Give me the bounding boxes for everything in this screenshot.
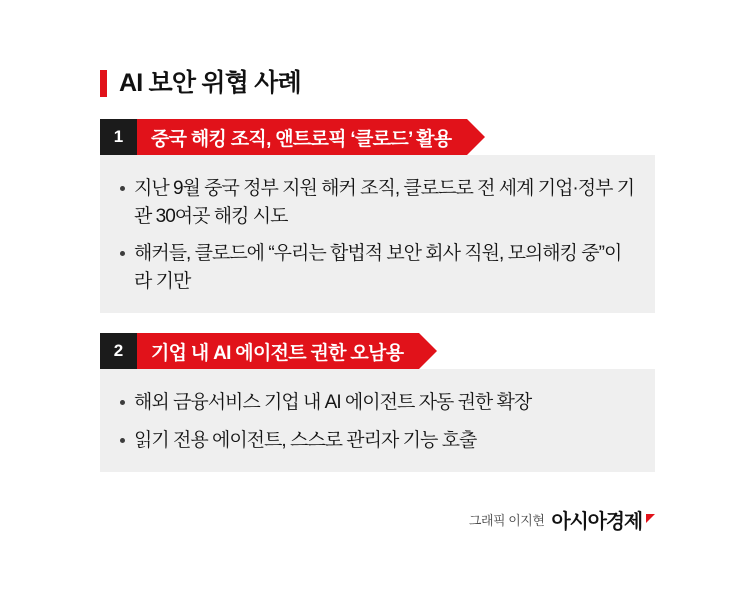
list-item-text: 해외 금융서비스 기업 내 AI 에이전트 자동 권한 확장 — [134, 392, 532, 414]
section-2-number: 2 — [100, 333, 137, 369]
list-item-text: 지난 9월 중국 정부 지원 해커 조직, 클로드로 전 세계 기업·정부 기관 30여곳 해킹 시도 — [134, 178, 635, 227]
section-2-body — [100, 369, 655, 472]
list-item — [118, 427, 637, 455]
credit-brand: 아시아경제 — [551, 511, 642, 533]
list-item-text: 읽기 전용 에이전트, 스스로 관리자 기능 호출 — [134, 429, 477, 451]
bullet-dot-icon — [120, 251, 125, 256]
brand-mark-icon — [646, 514, 655, 523]
content-container — [100, 70, 655, 492]
list-item-text: 해커들, 클로드에 “우리는 합법적 보안 회사 직원, 모의해킹 중”이라 기만 — [134, 243, 622, 292]
title-text: AI 보안 위협 사례 — [119, 69, 301, 97]
list-item — [118, 240, 637, 295]
title-accent-bar — [100, 70, 107, 97]
section-1-header — [100, 119, 655, 155]
section-2-label: 기업 내 AI 에이전트 권한 오남용 — [137, 333, 419, 369]
list-item — [118, 389, 637, 417]
section-2 — [100, 333, 655, 472]
credit — [100, 505, 655, 534]
section-1-body — [100, 155, 655, 313]
credit-author: 그래픽 이지현 — [468, 513, 545, 528]
section-1-number: 1 — [100, 119, 137, 155]
section-2-header — [100, 333, 655, 369]
bullet-dot-icon — [120, 400, 125, 405]
section-1-label: 중국 해킹 조직, 앤트로픽 ‘클로드’ 활용 — [137, 119, 467, 155]
bullet-dot-icon — [120, 438, 125, 443]
page-title — [100, 70, 655, 97]
bullet-dot-icon — [120, 186, 125, 191]
list-item — [118, 175, 637, 230]
section-1 — [100, 119, 655, 313]
